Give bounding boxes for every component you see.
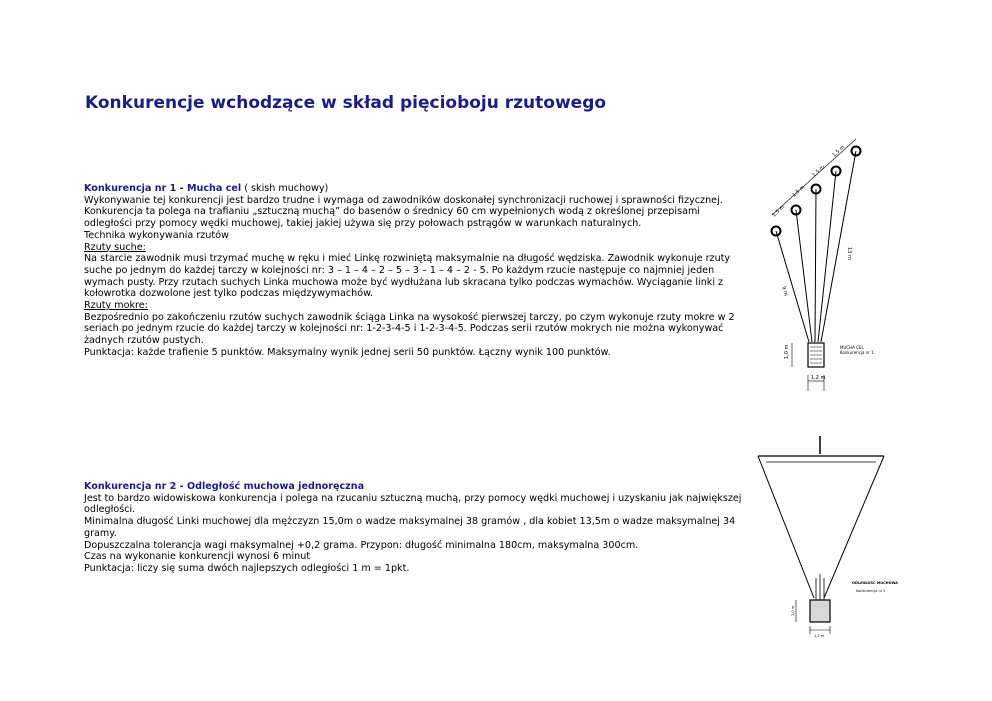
section-2-scoring: Punktacja: liczy się suma dwóch najlepszych odległości 1 m = 1pkt. — [84, 562, 410, 574]
diagram-1-note: Konkurencja nr 1 — [840, 350, 874, 355]
court-boundary — [824, 456, 884, 598]
box-height-label: 1,0 m — [791, 605, 795, 616]
wet-casts-subheading: Rzuty mokre: — [84, 300, 148, 312]
section-1-heading: Konkurencja nr 1 - Mucha cel — [84, 183, 242, 194]
section-2-heading: Konkurencja nr 2 - Odległość muchowa jednoręczna — [84, 481, 365, 492]
section-2-paragraph: Minimalna długość Linki muchowej dla mężczyzn 15,0m o wadze maksymalnej 38 gramów , dla kobiet 13,5m o wadze maksymalnej 34 gramy. — [84, 516, 736, 539]
segment-label: 1,5 m — [831, 144, 847, 159]
section-1-heading-line — [84, 183, 744, 195]
section-1-paragraph: Technika wykonywania rzutów — [84, 229, 229, 241]
diagram-2-note: ODLEGŁOŚĆ MUCHOWA — [852, 581, 898, 585]
dry-casts-subheading: Rzuty suche: — [84, 241, 146, 253]
cast-line — [818, 171, 836, 342]
section-1-paragraph: Konkurencja ta polega na trafianiu „sztuczną muchą” do basenów o średnicy 60 cm wypełnionych wodą z określonej przepisami odległości przy pomocy wędki muchowej, takiej jakiej używa się przy połowach pstrągów w warunkach naturalnych. — [84, 206, 700, 230]
cast-line — [815, 189, 816, 342]
court-boundary — [758, 456, 814, 598]
section-1-scoring: Punktacja: każde trafienie 5 punktów. Maksymalny wynik jednej serii 50 punktów. Łączny wynik 100 punktów. — [84, 346, 611, 358]
section-1-heading-note: ( skish muchowy) — [241, 183, 329, 194]
segment-label: 1,5 m — [811, 164, 827, 179]
box-width-label: 1,2 m — [814, 634, 825, 638]
section-competition-2 — [84, 481, 744, 575]
box-height-label: 1,0 m — [784, 344, 790, 359]
segment-label: 1,5 m — [791, 184, 807, 199]
section-competition-1 — [84, 183, 744, 359]
mucha-cel-diagram — [752, 135, 892, 395]
right-distance-label: 13 m — [846, 247, 852, 260]
section-1-paragraph: Bezpośrednio po zakończeniu rzutów suchych zawodnik ściąga Linka na wysokość pierwszej tarczy, po czym wykonuje rzuty mokre w 2 seriach po jednym rzucie do każdej tarczy w kolejności nr: 1-2-3-4-5 i 1-2-3-4-5. Podczas serii rzutów mokrych nie można wykonywać żadnych rzutów pustych. — [84, 311, 735, 347]
section-2-paragraph: Dopuszczalna tolerancja wagi maksymalnej +0,2 grama. Przypon: długość minimalna 180cm, maksymalna 300cm. — [84, 539, 639, 551]
distance-casting-diagram — [752, 432, 898, 642]
section-1-paragraph: Wykonywanie tej konkurencji jest bardzo trudne i wymaga od zawodników doskonałej synchronizacji ruchowej i sprawności fizycznej. — [84, 194, 723, 206]
cast-line — [796, 210, 812, 342]
segment-label: 1,5 m — [771, 204, 787, 219]
page-title: Konkurencje wchodzące w skład pięcioboju rzutowego — [85, 93, 607, 113]
diagram-2-note: Konkurencja nr 2 — [856, 589, 886, 593]
section-2-paragraph: Jest to bardzo widowiskowa konkurencja i polega na rzucaniu sztuczną muchą, przy pomocy wędki muchowej i uzyskaniu jak największej odległości. — [84, 492, 742, 516]
box-width-label: 1,2 m — [811, 375, 826, 381]
left-distance-label: 9 m — [780, 285, 789, 297]
section-1-paragraph: Na starcie zawodnik musi trzymać muchę w ręku i mieć Linkę rozwiniętą maksymalnie na długość wędziska. Zawodnik wykonuje rzuty suche po jednym do każdej tarczy w kolejności nr: 3 – 1 – 4 – 2 – 5 – 3 – 1 – 4 – 2 - 5. Po każdym rzucie następuje co najmniej jeden wymach pusty. Przy rzutach suchych Linka muchowa może być wydłużana lub skracana tylko podczas wymachów. Wyciąganie linki z kołowrotka dozwolone jest tylko podczas międzywymachów. — [84, 253, 731, 300]
casting-box — [810, 600, 830, 622]
diagram-1-note: MUCHA CEL — [840, 345, 864, 350]
section-2-paragraph: Czas na wykonanie konkurencji wynosi 6 minut — [84, 551, 311, 563]
